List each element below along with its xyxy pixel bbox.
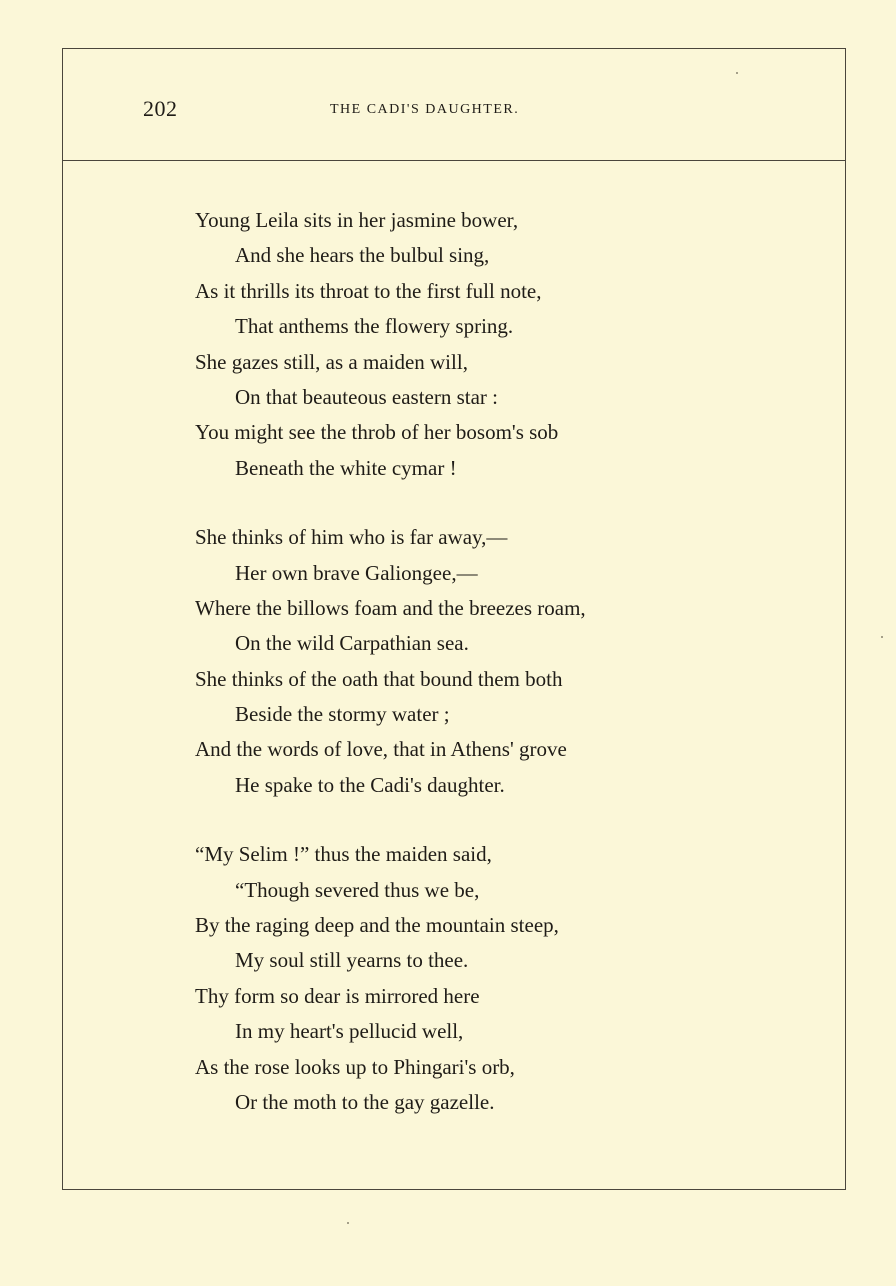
poem-line: By the raging deep and the mountain steep, — [195, 913, 559, 938]
poem-line: He spake to the Cadi's daughter. — [235, 772, 505, 797]
poem-line: On the wild Carpathian sea. — [235, 631, 469, 656]
poem-line: And the words of love, that in Athens' grove — [195, 737, 567, 762]
poem-line: Where the billows foam and the breezes roam, — [195, 595, 586, 620]
poem-line: She gazes still, as a maiden will, — [195, 349, 468, 374]
poem-line: In my heart's pellucid well, — [235, 1019, 464, 1044]
poem-line: She thinks of him who is far away,— — [195, 525, 508, 550]
poem-body — [195, 203, 815, 1154]
stanza-1 — [195, 203, 815, 486]
header-rule — [62, 160, 846, 161]
poem-line: Her own brave Galiongee,— — [235, 560, 478, 585]
poem-line: Or the moth to the gay gazelle. — [235, 1089, 495, 1114]
paper-speck — [881, 636, 883, 638]
stanza-3 — [195, 837, 815, 1120]
paper-speck — [736, 72, 738, 74]
poem-line: Thy form so dear is mirrored here — [195, 983, 480, 1008]
poem-line: On that beauteous eastern star : — [235, 384, 498, 409]
poem-line: “Though severed thus we be, — [235, 877, 480, 902]
poem-line: My soul still yearns to thee. — [235, 948, 469, 973]
stanza-2 — [195, 520, 815, 803]
page-number: 202 — [143, 96, 178, 121]
poem-line: “My Selim !” thus the maiden said, — [195, 842, 492, 867]
poem-line: Young Leila sits in her jasmine bower, — [195, 208, 519, 232]
poem-line: As it thrills its throat to the first full note, — [195, 278, 542, 303]
poem-line: Beside the stormy water ; — [235, 702, 450, 727]
poem-line: That anthems the flowery spring. — [235, 314, 514, 339]
poem-line: Beneath the white cymar ! — [235, 455, 457, 480]
poem-line: As the rose looks up to Phingari's orb, — [195, 1054, 515, 1079]
poem-line: You might see the throb of her bosom's sob — [195, 420, 559, 445]
paper-speck — [347, 1222, 349, 1224]
poem-line: She thinks of the oath that bound them both — [195, 666, 563, 691]
running-title: THE CADI'S DAUGHTER. — [330, 102, 520, 117]
poem-line: And she hears the bulbul sing, — [235, 243, 490, 268]
